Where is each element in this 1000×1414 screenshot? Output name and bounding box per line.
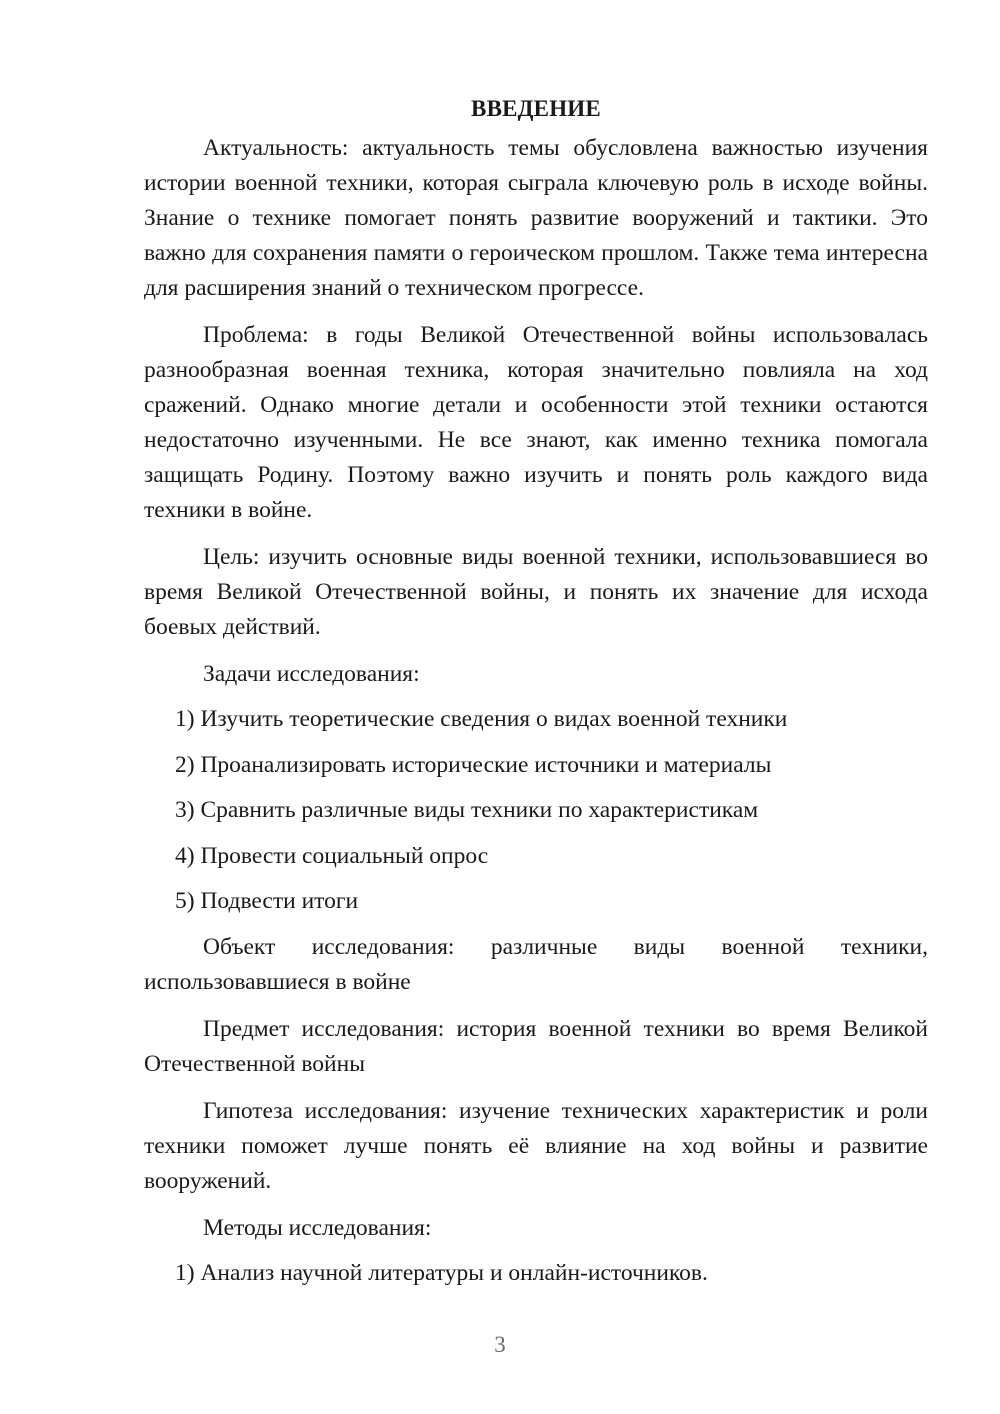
paragraph-goal: Цель: изучить основные виды военной техники, использовавшиеся во время Великой Отечественной войны, и понять их значение для исхода боевых действий. xyxy=(144,544,928,640)
paragraph-relevance: Актуальность: актуальность темы обусловлена важностью изучения истории военной техники, которая сыграла ключевую роль в исходе войны. Знание о технике помогает понять развитие вооружений и тактики. Это важно для сохранения памяти о героическом прошлом. Также тема интересна для расширения знаний о техническом прогрессе. xyxy=(144,135,928,301)
paragraph-subject: Предмет исследования: история военной техники во время Великой Отечественной войны xyxy=(144,1015,928,1077)
document-page xyxy=(144,92,928,1301)
task-item-2: 2) Проанализировать исторические источники и материалы xyxy=(175,751,772,778)
task-item-1: 1) Изучить теоретические сведения о видах военной техники xyxy=(175,706,788,732)
method-item-1: 1) Анализ научной литературы и онлайн-источников. xyxy=(175,1259,708,1286)
task-item-3: 3) Сравнить различные виды техники по характеристикам xyxy=(175,797,759,823)
tasks-list xyxy=(144,702,928,919)
page-number: 3 xyxy=(494,1332,506,1357)
task-item-4: 4) Провести социальный опрос xyxy=(175,842,489,869)
task-item-5: 5) Подвести итоги xyxy=(175,888,359,914)
page-title: ВВЕДЕНИЕ xyxy=(471,96,601,121)
paragraph-problem: Проблема: в годы Великой Отечественной войны использовалась разнообразная военная техника, которая значительно повлияла на ход сражений. Однако многие детали и особенности этой техники остаются недостаточно изученными. Не все знают, как именно техника помогала защищать Родину. Поэтому важно изучить и понять роль каждого вида техники в войне. xyxy=(144,322,928,523)
methods-heading: Методы исследования: xyxy=(203,1214,432,1241)
methods-list xyxy=(144,1256,928,1291)
paragraph-hypothesis: Гипотеза исследования: изучение технических характеристик и роли техники поможет лучше понять её влияние на ход войны и развитие вооружений. xyxy=(144,1097,928,1194)
paragraph-object: Объект исследования: различные виды военной техники, использовавшиеся в войне xyxy=(144,933,928,995)
tasks-heading: Задачи исследования: xyxy=(203,661,420,687)
